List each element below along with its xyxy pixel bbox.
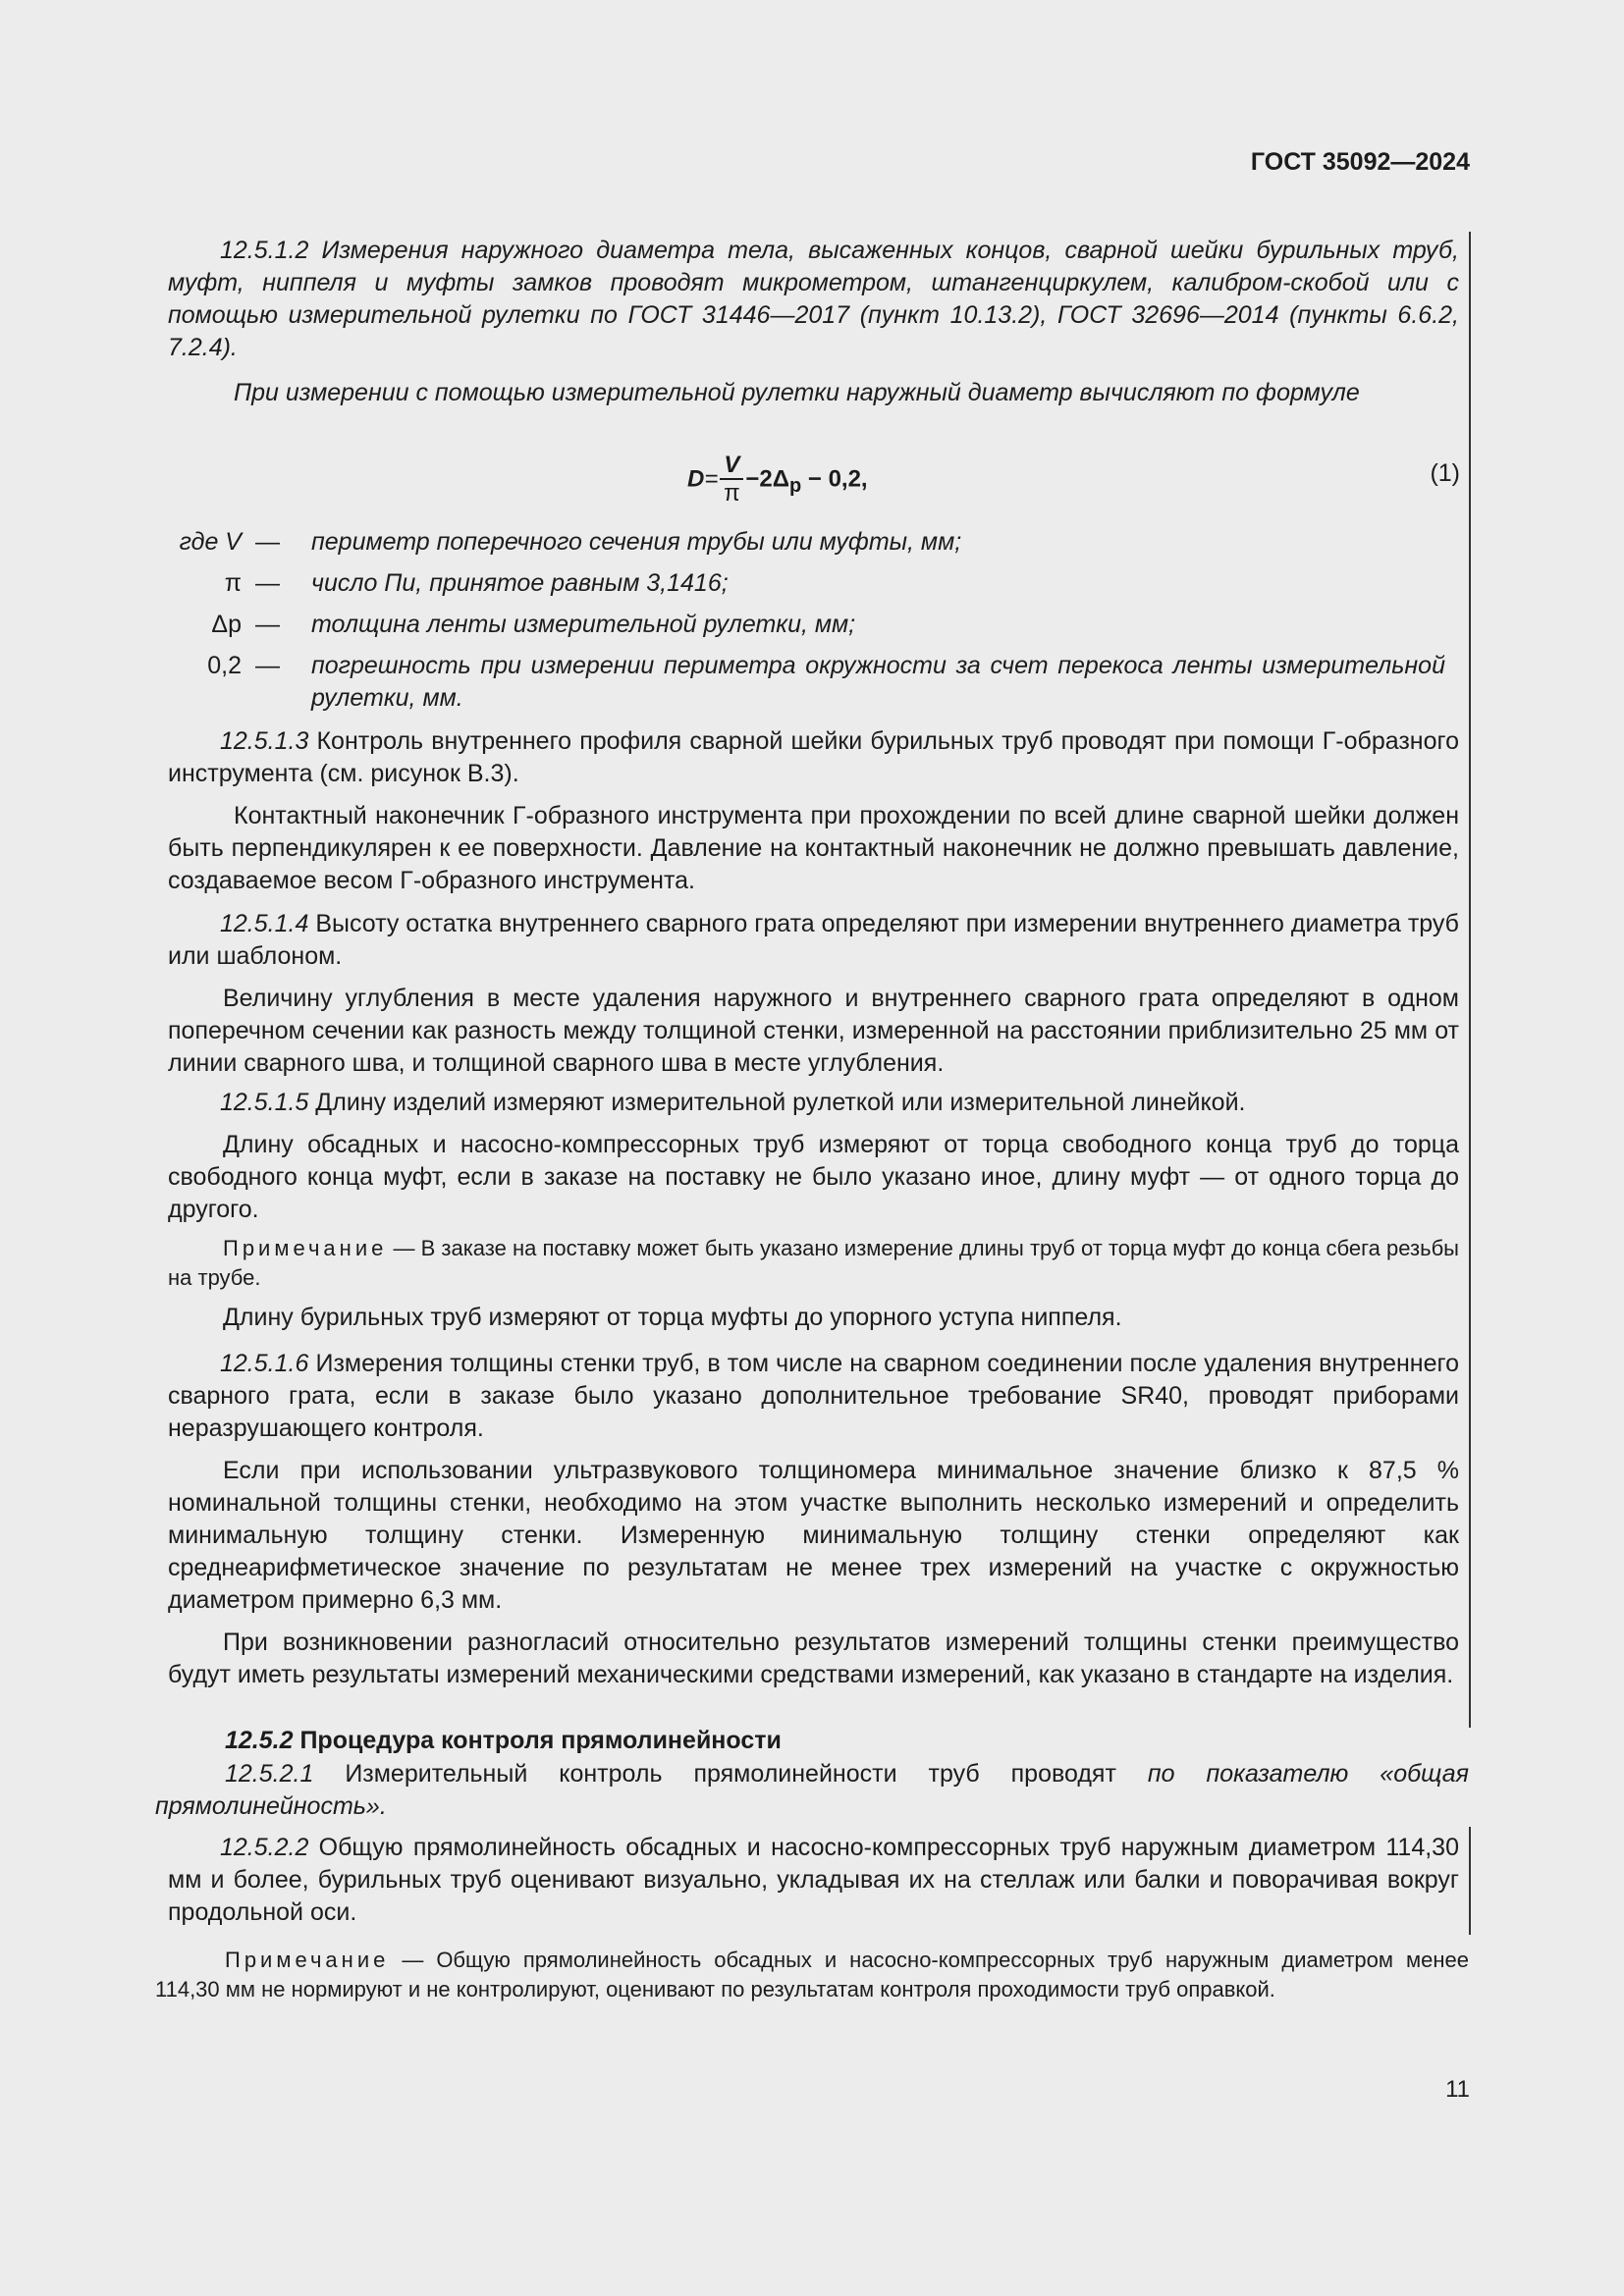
definition-row: π — число Пи, принятое равным 3,1416;	[224, 569, 729, 597]
paragraph: Длину бурильных труб измеряют от торца муфты до упорного уступа ниппеля.	[223, 1304, 1122, 1331]
definition-row: где V — периметр поперечного сечения трубы или муфты, мм;	[179, 528, 962, 556]
formula: D= $\frac{V}{\pi}$ $-2\Delta_р - 0,2$,	[687, 452, 868, 507]
definition-row: Δр — толщина ленты измерительной рулетки, мм;	[211, 611, 856, 638]
clause-number: 12.5.1.3	[220, 727, 309, 755]
clause-12-5-2-2	[168, 1832, 1459, 1929]
clause-12-5-2-1	[155, 1758, 1469, 1823]
page-number: 11	[1445, 2076, 1470, 2103]
standard-header: ГОСТ 35092—2024	[1250, 148, 1470, 176]
paragraph: 12.5.1.5 Длину изделий измеряют измерительной рулеткой или измерительной линейкой.	[220, 1089, 1246, 1116]
note-label: Примечание	[223, 1236, 388, 1260]
definitions-list	[167, 526, 1445, 723]
paragraph: Длину обсадных и насосно-компрессорных труб измеряют от торца свободного конца труб до торца свободного конца муфт, если в заказе на поставку не было указано иное, длину муфт — от одного торца до другого.	[168, 1131, 1459, 1223]
note-label: Примечание	[225, 1948, 390, 1972]
note: Примечание — Общую прямолинейность обсадных и насосно-компрессорных труб наружным диаметром менее 114,30 мм не нормируют и не контролируют, оценивают по результатам контроля проходимости труб оправкой.	[155, 1948, 1469, 2002]
paragraph: Контактный наконечник Г-образного инструмента при прохождении по всей длине сварной шейки должен быть перпендикулярен к ее поверхности. Давление на контактный наконечник не должно превышать давление, создаваемое весом Г-образного инструмента.	[168, 802, 1459, 894]
clause-number: 12.5.1.2	[220, 237, 309, 264]
paragraph: При возникновении разногласий относительно результатов измерений толщины стенки преимущество будут иметь результаты измерений механическими средствами измерений, как указано в стандарте на изделия.	[168, 1629, 1459, 1688]
paragraph: 12.5.1.4 Высоту остатка внутреннего сварного грата определяют при измерении внутреннего диаметра труб или шаблоном.	[168, 910, 1459, 970]
paragraph: 12.5.2.1 Измерительный контроль прямолинейности труб проводят по показателю «общая прямолинейность».	[155, 1760, 1469, 1820]
clause-12-5-1-6	[168, 1348, 1459, 1691]
fraction: $\frac{V}{\pi}$	[720, 453, 743, 507]
equation-number: (1)	[1430, 459, 1460, 487]
paragraph: Величину углубления в месте удаления наружного и внутреннего сварного грата определяют в одном поперечном сечении как разность между толщиной стенки, измеренной на расстоянии приблизительно 25 мм от линии сварного шва, и толщиной сварного шва в месте углубления.	[168, 985, 1459, 1077]
change-bar	[1469, 232, 1471, 1728]
note: Примечание — В заказе на поставку может быть указано измерение длины труб от торца муфт до конца сбега резьбы на трубе.	[168, 1236, 1459, 1290]
clause-12-5-1-3	[168, 725, 1459, 897]
clause-number: 12.5.2.2	[220, 1834, 309, 1861]
clause-12-5-1-5	[168, 1087, 1459, 1334]
section-title: Процедура контроля прямолинейности	[293, 1727, 782, 1754]
definition-row: 0,2 — погрешность при измерении периметра окружности за счет перекоса ленты измерительной рулетки, мм.	[207, 652, 1445, 712]
paragraph: 12.5.1.2 Измерения наружного диаметра тела, высаженных концов, сварной шейки бурильных труб, муфт, ниппеля и муфты замков проводят микрометром, штангенциркулем, калибром-скобой или с помощью измерительной рулетки по ГОСТ 31446—2017 (пункт 10.13.2), ГОСТ 32696—2014 (пункты 6.6.2, 7.2.4).	[168, 237, 1459, 361]
clause-number: 12.5.1.4	[220, 910, 309, 937]
clause-12-5-1-2	[168, 235, 1459, 364]
paragraph: 12.5.2.2 Общую прямолинейность обсадных и насосно-компрессорных труб наружным диаметром 114,30 мм и более, бурильных труб оценивают визуально, укладывая их на стеллаж или балки и поворачивая вокруг продольной оси.	[168, 1834, 1459, 1926]
change-bar	[1469, 1827, 1471, 1935]
section-number: 12.5.2	[225, 1727, 294, 1754]
paragraph: 12.5.1.3 Контроль внутреннего профиля сварной шейки бурильных труб проводят при помощи Г-образного инструмента (см. рисунок В.3).	[168, 727, 1459, 787]
formula-intro: При измерении с помощью измерительной рулетки наружный диаметр вычисляют по формуле	[234, 379, 1360, 406]
clause-12-5-1-4	[168, 908, 1459, 1080]
section-heading	[225, 1725, 1459, 1757]
paragraph: 12.5.1.6 Измерения толщины стенки труб, в том числе на сварном соединении после удаления внутреннего сварного грата, если в заказе было указано дополнительное требование SR40, проводят приборами неразрушающего контроля.	[168, 1350, 1459, 1442]
clause-number: 12.5.1.6	[220, 1350, 309, 1377]
clause-number: 12.5.2.1	[225, 1760, 314, 1788]
paragraph: Если при использовании ультразвукового толщиномера минимальное значение близко к 87,5 % номинальной толщины стенки, необходимо на этом участке выполнить несколько измерений и определить минимальную толщину стенки. Измеренную минимальную толщину стенки определяют как среднеарифметическое значение по результатам не менее трех измерений на участке с окружностью диаметром примерно 6,3 мм.	[168, 1457, 1459, 1614]
clause-number: 12.5.1.5	[220, 1089, 309, 1116]
note-12-5-2-2	[155, 1946, 1469, 2004]
